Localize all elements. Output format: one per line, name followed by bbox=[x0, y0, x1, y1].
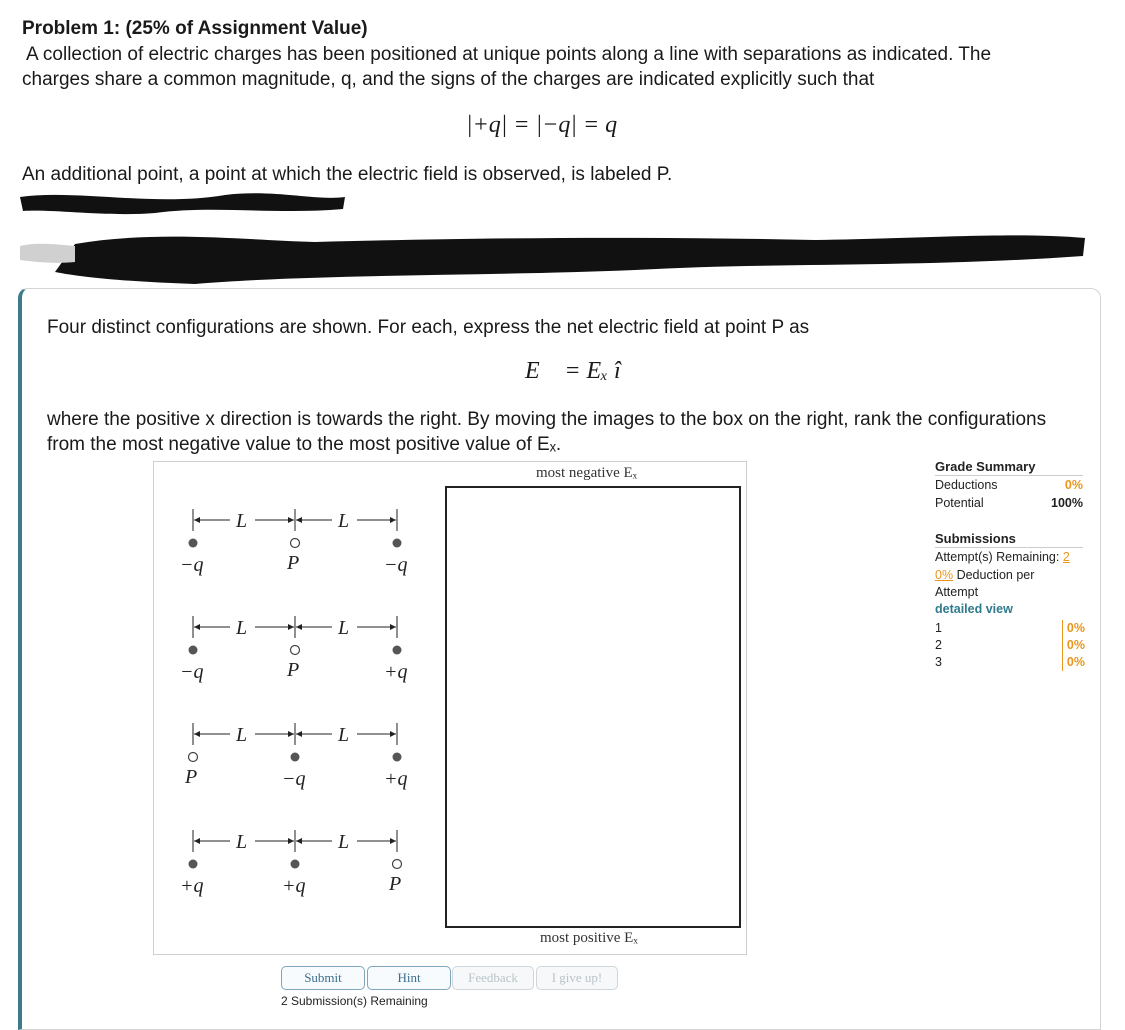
span-label: L bbox=[236, 510, 248, 532]
deduction-label-2: Attempt bbox=[935, 585, 979, 599]
span-label: L bbox=[236, 617, 248, 639]
redaction-scribble-top bbox=[15, 185, 350, 220]
instruction-text: Four distinct configurations are shown. For each, express the net electric field at point P as bbox=[47, 317, 810, 338]
configuration-1[interactable] bbox=[168, 505, 428, 582]
grade-summary-title: Grade Summary bbox=[935, 459, 1036, 474]
detailed-view-link[interactable]: detailed view bbox=[935, 602, 1013, 616]
position-label: +q bbox=[384, 661, 408, 683]
rank-bottom-label: most positive Eₓ bbox=[540, 930, 638, 946]
span-label: L bbox=[236, 724, 248, 746]
span-label: L bbox=[338, 510, 350, 532]
submission-row-value: 0% bbox=[1062, 620, 1085, 637]
potential-label: Potential bbox=[935, 496, 984, 510]
position-label: +q bbox=[282, 875, 306, 897]
submission-row-value: 0% bbox=[1062, 637, 1085, 654]
feedback-button[interactable]: Feedback bbox=[452, 966, 534, 990]
configuration-1-diagram bbox=[168, 505, 428, 577]
submission-row-num: 1 bbox=[935, 621, 942, 635]
configuration-4[interactable] bbox=[168, 826, 428, 903]
rank-drop-box[interactable] bbox=[445, 486, 741, 928]
submissions-remaining-text: 2 Submission(s) Remaining bbox=[281, 994, 428, 1008]
position-label: +q bbox=[384, 768, 408, 790]
span-label: L bbox=[236, 831, 248, 853]
position-label: P bbox=[287, 552, 300, 574]
configuration-3[interactable] bbox=[168, 719, 428, 796]
direction-text-line2: from the most negative value to the most positive value of Eₓ. bbox=[47, 434, 562, 455]
attempts-value: 2 bbox=[1062, 550, 1070, 564]
problem-intro-line2: charges share a common magnitude, q, and the signs of the charges are indicated explicitly such that bbox=[22, 69, 875, 90]
potential-value: 100% bbox=[1051, 496, 1083, 510]
position-label: −q bbox=[180, 554, 204, 576]
problem-title: Problem 1: (25% of Assignment Value) bbox=[22, 18, 368, 39]
give-up-button[interactable]: I give up! bbox=[536, 966, 618, 990]
position-label: +q bbox=[180, 875, 204, 897]
hint-button[interactable]: Hint bbox=[367, 966, 451, 990]
position-label: P bbox=[287, 659, 300, 681]
deduction-per-attempt bbox=[935, 567, 1034, 584]
submissions-title: Submissions bbox=[935, 531, 1016, 546]
direction-text-line1: where the positive x direction is towards the right. By moving the images to the box on the right, rank the configurations bbox=[47, 409, 1047, 430]
attempts-label: Attempt(s) Remaining: bbox=[935, 550, 1060, 564]
deductions-label: Deductions bbox=[935, 478, 998, 492]
configuration-3-diagram bbox=[168, 719, 428, 791]
position-label: P bbox=[389, 873, 402, 895]
submissions-divider bbox=[935, 547, 1083, 548]
position-label: −q bbox=[282, 768, 306, 790]
submission-row-num: 2 bbox=[935, 638, 942, 652]
grade-summary-divider bbox=[935, 475, 1083, 476]
span-label: L bbox=[338, 724, 350, 746]
observation-text: An additional point, a point at which the electric field is observed, is labeled P. bbox=[22, 164, 673, 185]
deductions-value: 0% bbox=[1064, 478, 1083, 492]
deduction-label: Deduction per bbox=[956, 568, 1035, 582]
position-label: −q bbox=[180, 661, 204, 683]
attempts-remaining bbox=[935, 549, 1070, 566]
configuration-2[interactable] bbox=[168, 612, 428, 689]
position-label: −q bbox=[384, 554, 408, 576]
submit-button[interactable]: Submit bbox=[281, 966, 365, 990]
configuration-4-diagram bbox=[168, 826, 428, 898]
configuration-2-diagram bbox=[168, 612, 428, 684]
field-equation: E⃗ = Eₓ î bbox=[525, 358, 621, 384]
span-label: L bbox=[338, 831, 350, 853]
magnitude-equation: |+q| = |−q| = q bbox=[466, 112, 618, 138]
span-label: L bbox=[338, 617, 350, 639]
submission-row-value: 0% bbox=[1062, 654, 1085, 671]
deduction-value: 0% bbox=[935, 568, 954, 582]
rank-top-label: most negative Eₓ bbox=[536, 465, 637, 481]
problem-intro-line1: A collection of electric charges has been positioned at unique points along a line with separations as indicated. The bbox=[26, 44, 992, 65]
position-label: P bbox=[185, 766, 198, 788]
submission-row-num: 3 bbox=[935, 655, 942, 669]
redaction-scribble-bottom bbox=[15, 222, 1087, 288]
